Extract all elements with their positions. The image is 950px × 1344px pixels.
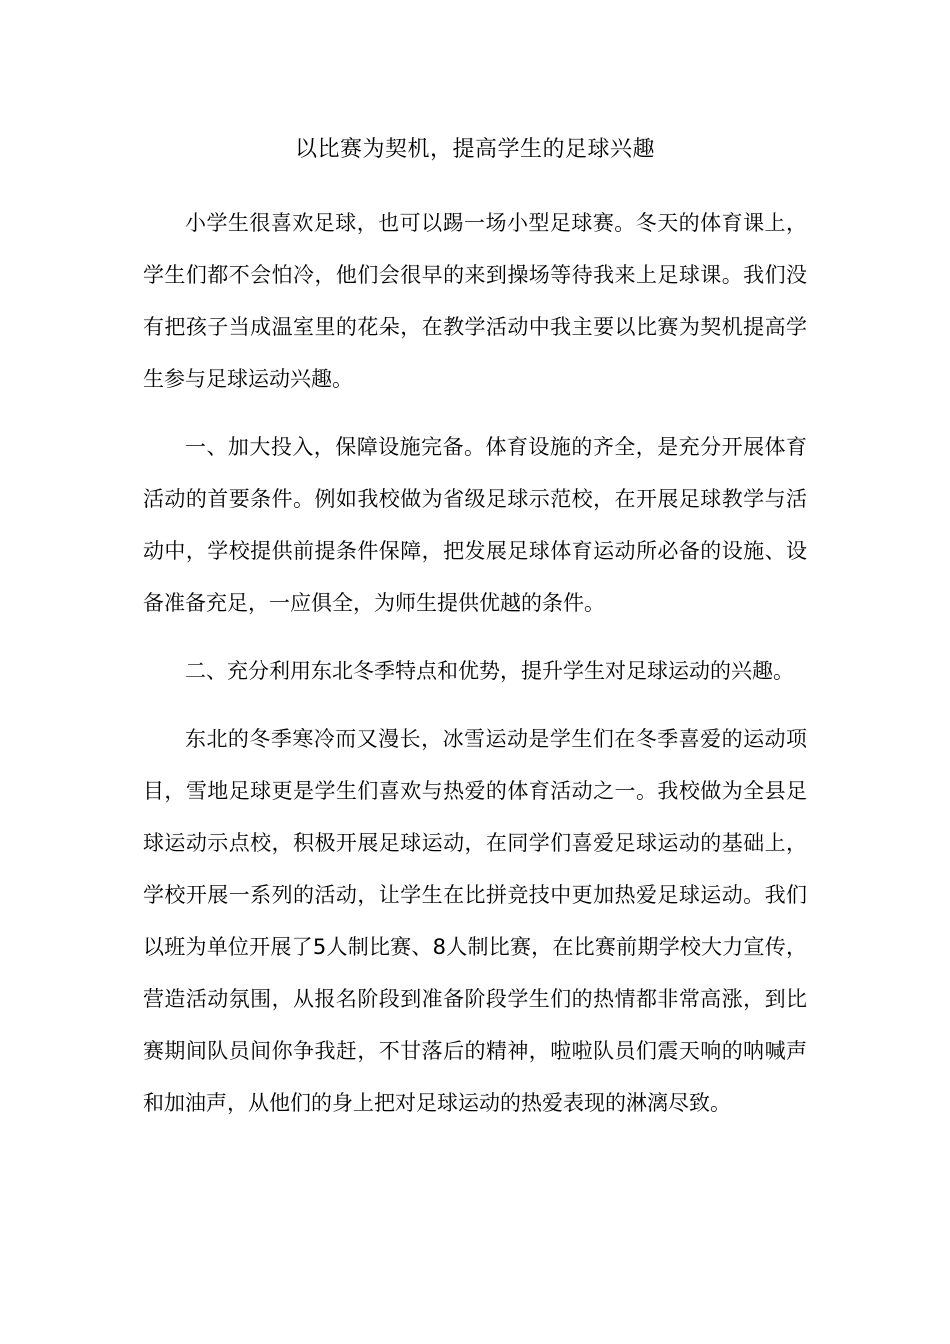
document-title: 以比赛为契机，提高学生的足球兴趣 xyxy=(294,137,655,162)
paragraph-section-two-body: 东北的冬季寒冷而又漫长，冰雪运动是学生们在冬季喜爱的运动项目，雪地足球更是学生们喜欢与热爱的体育活动之一。我校做为全县足球运动示点校，积极开展足球运动，在同学们喜爱足球运动的基础上，学校开展一系列的活动，让学生在比拼竞技中更加热爱足球运动。我们以班为单位开展了5人制比赛、8人制比赛，在比赛前期学校大力宣传，营造活动氛围，从报名阶段到准备阶段学生们的热情都非常高涨，到比赛期间队员间你争我赶，不甘落后的精神，啦啦队员们震天响的呐喊声和加油声，从他们的身上把对足球运动的热爱表现的淋漓尽致。 xyxy=(143,727,807,1115)
document-body xyxy=(143,133,807,1129)
paragraph-section-one: 一、加大投入，保障设施完备。体育设施的齐全，是充分开展体育活动的首要条件。例如我校做为省级足球示范校，在开展足球教学与活动中，学校提供前提条件保障，把发展足球体育运动所必备的设施、设备准备充足，一应俱全，为师生提供优越的条件。 xyxy=(143,435,807,615)
paragraph-section-two-heading: 二、充分利用东北冬季特点和优势，提升学生对足球运动的兴趣。 xyxy=(185,659,794,683)
paragraph-intro: 小学生很喜欢足球，也可以踢一场小型足球赛。冬天的体育课上，学生们都不会怕冷，他们会很早的来到操场等待我来上足球课。我们没有把孩子当成温室里的花朵，在教学活动中我主要以比赛为契机提高学生参与足球运动兴趣。 xyxy=(143,211,807,391)
